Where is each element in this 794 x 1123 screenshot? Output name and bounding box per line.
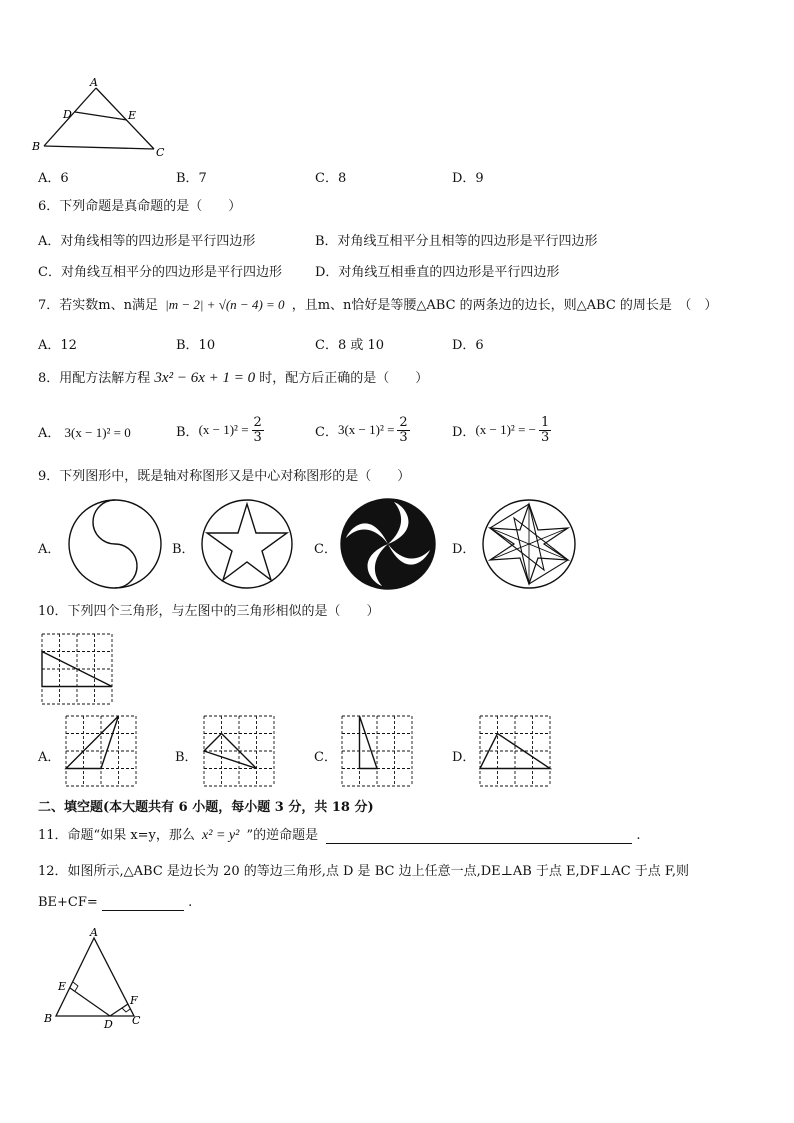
q9-stem: 9．下列图形中，既是轴对称图形又是中心对称图形的是（ ） [38, 469, 411, 484]
q8-option-b [176, 410, 264, 450]
q8-option-b-fraction [252, 416, 264, 445]
q12-line-2-text: BE+CF= [38, 895, 98, 910]
q11-stem [38, 828, 641, 844]
q10-label-a: A． [38, 750, 61, 765]
q10-grid-a [66, 716, 138, 788]
q12-line-1: 12．如图所示,△ABC 是边长为 20 的等边三角形,点 D 是 BC 边上任意一点,DE⊥AB 于点 E,DF⊥AC 于点 F,则 [38, 864, 690, 879]
q12-answer-blank[interactable] [102, 896, 184, 911]
q8-stem-pre: 8．用配方法解方程 [38, 371, 151, 386]
q5-triangle-figure [32, 76, 176, 162]
q10-label-d: D． [452, 750, 476, 765]
q6-option-b: B．对角线互相平分且相等的四边形是平行四边形 [315, 234, 598, 249]
q8-equation: 3x² − 6x + 1 = 0 [154, 370, 256, 386]
q9-figure-b-star-icon [201, 498, 295, 590]
q7-option-c: C．8 或 10 [315, 338, 385, 353]
q10-grid-b [204, 716, 276, 788]
q7-stem-pre: 7．若实数m、n满足 [38, 298, 158, 313]
q8-option-b-expr: (x − 1)² = [198, 422, 249, 437]
q12-end: . [188, 895, 193, 910]
q9-figure-d-hexagram-icon [482, 498, 578, 590]
q10-grid-d [480, 716, 552, 788]
q9-label-d: D． [452, 542, 476, 557]
q8-option-b-label: B． [176, 424, 199, 440]
q10-stem: 10．下列四个三角形，与左图中的三角形相似的是（ ） [38, 604, 380, 619]
q8-stem-post: 时，配方后正确的是（ ） [259, 371, 429, 386]
q12-triangle-figure [42, 926, 152, 1030]
q11-stem-pre: 11．命题“如果 x=y，那么 [38, 828, 195, 843]
q5-label-a: A [90, 76, 98, 89]
q8-option-c-den: 3 [399, 429, 408, 445]
q6-option-d: D．对角线互相垂直的四边形是平行四边形 [315, 265, 560, 280]
q5-label-c: C [156, 146, 165, 159]
q12-label-b: B [44, 1012, 53, 1025]
q7-equation: |m − 2| + √(n − 4) = 0 [165, 297, 285, 312]
q6-option-c: C．对角线互相平分的四边形是平行四边形 [38, 265, 282, 280]
q8-option-d-den: 3 [541, 429, 550, 445]
q8-option-d-num: 1 [541, 414, 550, 430]
q11-equation: x² = y² [202, 828, 240, 843]
q10-label-c: C． [314, 750, 337, 765]
q7-option-b: B．10 [176, 338, 216, 353]
q12-label-c: C [132, 1014, 141, 1027]
q7-stem-post: ，且m、n恰好是等腰△ABC 的两条边的边长，则△ABC 的周长是 （ ） [291, 298, 718, 313]
q5-option-b: B．7 [176, 171, 207, 186]
q10-reference-grid [42, 634, 114, 706]
section-2-title: 二、填空题(本大题共有 6 小题，每小题 3 分，共 18 分) [38, 800, 374, 815]
q5-label-e: E [128, 109, 137, 122]
q8-option-c-expr: 3(x − 1)² = [337, 422, 395, 437]
q5-label-d: D [63, 108, 72, 121]
q5-option-d: D．9 [452, 171, 484, 186]
q8-stem [38, 370, 428, 387]
q12-label-d: D [104, 1018, 113, 1031]
q7-stem [38, 297, 717, 314]
q8-option-c [315, 410, 410, 450]
q8-option-b-den: 3 [253, 429, 262, 445]
q10-grid-c [342, 716, 414, 788]
q7-option-a: A．12 [38, 338, 77, 353]
q11-answer-blank[interactable] [326, 829, 632, 844]
q9-figure-c-pinwheel-icon [340, 498, 438, 590]
q11-end: . [636, 828, 641, 843]
q12-label-a: A [90, 926, 98, 939]
q8-option-c-label: C． [315, 424, 338, 440]
q8-option-b-num: 2 [253, 414, 262, 430]
q9-label-a: A． [38, 542, 61, 557]
q10-label-b: B． [175, 750, 198, 765]
q9-label-c: C． [314, 542, 337, 557]
q5-label-b: B [32, 140, 41, 153]
q8-option-a [38, 422, 131, 441]
q12-label-f: F [130, 994, 138, 1007]
q12-line-2 [38, 895, 192, 911]
q6-stem: 6．下列命题是真命题的是（ ） [38, 199, 242, 214]
q8-option-c-fraction [397, 416, 409, 445]
q8-option-d-fraction [539, 416, 551, 445]
q11-stem-post: ”的逆命题是 [246, 828, 319, 843]
q6-option-a: A．对角线相等的四边形是平行四边形 [38, 234, 256, 249]
q8-option-a-expr: 3(x − 1)² = 0 [64, 425, 131, 440]
q9-figure-a-yin-yang-icon [68, 498, 164, 590]
q5-option-c: C．8 [315, 171, 347, 186]
q8-option-c-num: 2 [399, 414, 408, 430]
q5-option-a: A．6 [38, 171, 69, 186]
q9-label-b: B． [172, 542, 195, 557]
q8-option-a-label: A． [38, 426, 61, 441]
q7-option-d: D．6 [452, 338, 484, 353]
q8-option-d [452, 410, 551, 450]
q8-option-d-label: D． [452, 424, 476, 440]
q12-label-e: E [58, 980, 67, 993]
q8-option-d-expr: (x − 1)² = − [475, 422, 536, 437]
